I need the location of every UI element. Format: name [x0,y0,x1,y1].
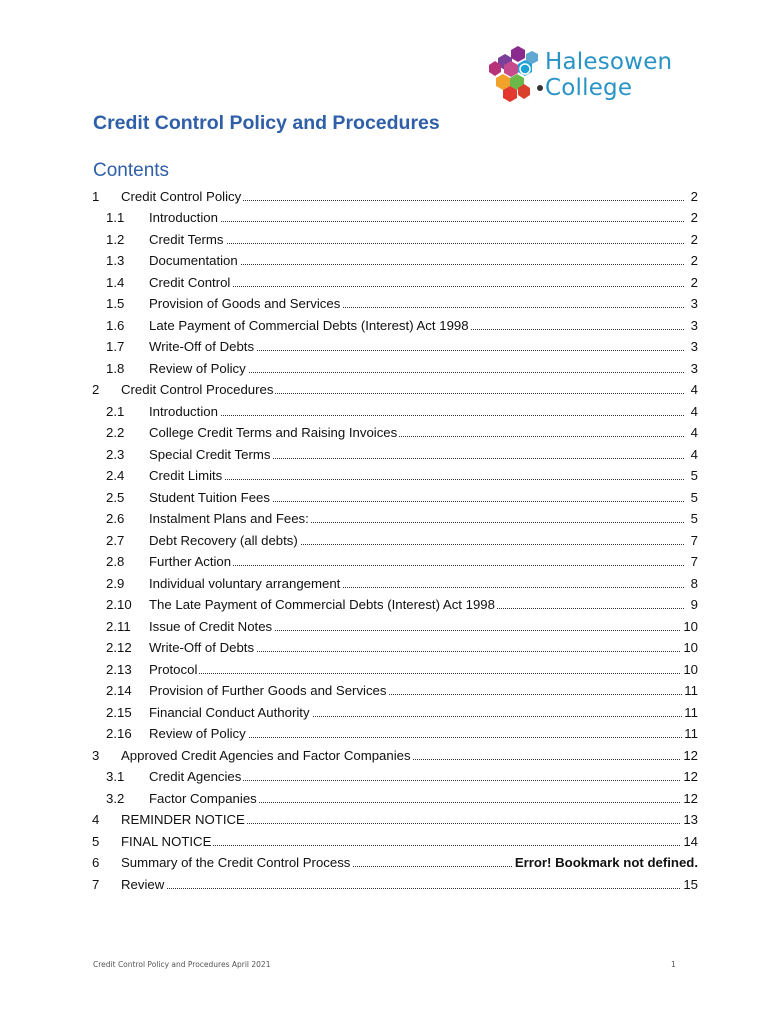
toc-number: 2.16 [106,726,132,741]
toc-number: 1.8 [106,360,125,376]
toc-number: 1.5 [106,296,125,311]
toc-entry[interactable] [92,742,698,764]
toc-page-number: 2 [690,274,698,290]
toc-page-number: 5 [690,489,698,505]
toc-number: 2 [92,382,100,397]
toc-link-text[interactable]: Review of Policy [149,726,246,741]
toc-entry[interactable] [92,377,698,399]
toc-page-number: 3 [690,360,698,376]
toc-number: 1.1 [106,210,125,225]
toc-number: 2.5 [106,489,125,505]
toc-entry[interactable] [92,828,698,850]
toc-entry[interactable] [92,699,698,721]
toc-page-number: 9 [690,597,698,612]
toc-number: 2.2 [106,425,125,440]
toc-link-text[interactable]: Review of Policy [149,360,246,376]
document-title: Credit Control Policy and Procedures [93,112,440,134]
toc-entry[interactable] [92,807,698,829]
toc-page-number: 4 [690,403,698,419]
toc-link-text[interactable]: REMINDER NOTICE [121,812,245,827]
toc-link-text[interactable]: Debt Recovery (all debts) [149,532,298,548]
toc-page-number: 11 [684,704,698,720]
toc-entry[interactable] [92,678,698,700]
toc-link-text[interactable]: Further Action [149,554,232,569]
toc-page-number: 12 [683,769,698,784]
toc-number: 1.3 [106,253,125,268]
toc-entry[interactable] [92,312,698,334]
toc-leader-dots [152,221,684,222]
toc-entry[interactable] [92,463,698,485]
contents-heading: Contents [93,160,170,181]
toc-entry[interactable] [92,420,698,442]
toc-number: 6 [92,855,100,870]
toc-number: 2.11 [106,618,131,634]
toc-number: 2.4 [106,468,125,483]
toc-page-number: 12 [683,790,698,806]
toc-entry[interactable] [92,656,698,678]
logo-line2: College [545,75,633,101]
footer-title: Credit Control Policy and Procedures April 2021 [93,960,271,969]
toc-link-text[interactable]: Credit Agencies [149,769,242,784]
toc-page-number: 10 [683,640,698,655]
toc-number: 1 [92,188,100,204]
toc-page-number: 2 [690,210,698,225]
toc-page-number: 11 [684,726,698,741]
toc-link-text[interactable]: Protocol [149,661,198,677]
toc-page-number: 5 [690,511,698,526]
toc-entry[interactable] [92,764,698,786]
toc-link-text[interactable]: Student Tuition Fees [149,489,270,505]
toc-number: 2.14 [106,683,132,698]
toc-number: 2.10 [106,597,132,612]
toc-link-text[interactable]: Introduction [149,210,218,225]
toc-link-text[interactable]: Credit Control Procedures [121,382,274,397]
toc-page-number: 2 [690,188,698,204]
toc-number: 2.15 [106,704,132,720]
toc-link-text[interactable]: Financial Conduct Authority [149,704,310,720]
toc-entry[interactable] [92,850,698,872]
toc-page-number: 4 [690,446,698,462]
toc-number: 1.6 [106,317,125,333]
toc-page-number: 2 [690,253,698,268]
toc-link-text[interactable]: Credit Control [149,274,231,290]
toc-number: 3.2 [106,790,125,806]
toc-link-text[interactable]: Credit Limits [149,468,223,483]
toc-link-text[interactable]: Approved Credit Agencies and Factor Companies [121,747,411,763]
toc-page-number: Error! Bookmark not defined. [514,855,698,870]
toc-entry[interactable] [92,441,698,463]
toc-number: 2.7 [106,532,125,548]
toc-number: 2.1 [106,403,125,419]
toc-entry[interactable] [92,183,698,205]
toc-page-number: 5 [690,468,698,483]
toc-page-number: 11 [684,683,698,698]
toc-link-text[interactable]: Instalment Plans and Fees: [149,511,309,526]
toc-link-text[interactable]: College Credit Terms and Raising Invoices [149,425,398,440]
toc-entry[interactable] [92,871,698,893]
toc-page-number: 7 [690,532,698,548]
toc-leader-dots [152,673,684,674]
toc-page-number: 4 [690,382,698,397]
toc-link-text[interactable]: Write-Off of Debts [149,339,255,354]
toc-entry[interactable] [92,549,698,571]
toc-link-text[interactable]: FINAL NOTICE [121,833,212,849]
toc-link-text[interactable]: Documentation [149,253,238,268]
toc-page-number: 7 [690,554,698,569]
toc-entry[interactable] [92,355,698,377]
toc-number: 5 [92,833,100,849]
toc-entry[interactable] [92,398,698,420]
toc-number: 2.6 [106,511,125,526]
toc-page-number: 10 [683,618,698,634]
toc-number: 1.2 [106,231,125,247]
toc-entry[interactable] [92,484,698,506]
toc-page-number: 3 [690,317,698,333]
toc-link-text[interactable]: Individual voluntary arrangement [149,575,341,591]
toc-leader-dots [152,845,684,846]
toc-page-number: 12 [683,747,698,763]
toc-link-text[interactable]: Write-Off of Debts [149,640,255,655]
toc-link-text[interactable]: Factor Companies [149,790,257,806]
toc-number: 7 [92,876,100,892]
toc-page-number: 13 [683,812,698,827]
toc-number: 1.4 [106,274,125,290]
toc-entry[interactable] [92,269,698,291]
toc-link-text[interactable]: Credit Terms [149,231,224,247]
toc-link-text[interactable]: Late Payment of Commercial Debts (Interest) Act 1998 [149,317,469,333]
table-of-contents [92,183,698,893]
college-logo [486,44,706,104]
toc-number: 2.9 [106,575,125,591]
toc-number: 3 [92,747,100,763]
toc-entry[interactable] [92,226,698,248]
toc-link-text[interactable]: Provision of Goods and Services [149,296,341,311]
toc-page-number: 2 [690,231,698,247]
toc-entry[interactable] [92,527,698,549]
toc-link-text[interactable]: The Late Payment of Commercial Debts (Interest) Act 1998 [149,597,495,612]
toc-leader-dots [152,479,684,480]
toc-number: 2.12 [106,640,132,655]
toc-page-number: 8 [690,575,698,591]
toc-number: 2.3 [106,446,125,462]
toc-entry[interactable] [92,635,698,657]
toc-entry[interactable] [92,785,698,807]
toc-leader-dots [152,415,684,416]
toc-link-text[interactable]: Special Credit Terms [149,446,271,462]
toc-entry[interactable] [92,248,698,270]
toc-link-text[interactable]: Issue of Credit Notes [149,618,273,634]
toc-entry[interactable] [92,334,698,356]
hexagon-logo-icon [486,44,546,104]
toc-number: 2.13 [106,661,132,677]
toc-entry[interactable] [92,506,698,528]
toc-link-text[interactable]: Summary of the Credit Control Process [121,855,351,870]
toc-link-text[interactable]: Review [121,876,165,892]
toc-page-number: 4 [690,425,698,440]
toc-number: 2.8 [106,554,125,569]
toc-page-number: 10 [683,661,698,677]
toc-link-text[interactable]: Credit Control Policy [121,188,242,204]
toc-entry[interactable] [92,570,698,592]
toc-leader-dots [152,243,684,244]
toc-entry[interactable] [92,613,698,635]
toc-page-number: 15 [683,876,698,892]
toc-link-text[interactable]: Provision of Further Goods and Services [149,683,387,698]
toc-entry[interactable] [92,721,698,743]
logo-text [545,49,672,101]
toc-number: 1.7 [106,339,125,354]
toc-page-number: 3 [690,296,698,311]
toc-entry[interactable] [92,291,698,313]
toc-entry[interactable] [92,205,698,227]
toc-number: 4 [92,812,100,827]
logo-line1: Halesowen [545,49,673,75]
toc-number: 3.1 [106,769,125,784]
toc-page-number: 14 [683,833,698,849]
toc-entry[interactable] [92,592,698,614]
footer-page-number: 1 [671,960,676,969]
toc-link-text[interactable]: Introduction [149,403,218,419]
toc-leader-dots [152,888,684,889]
toc-page-number: 3 [690,339,698,354]
